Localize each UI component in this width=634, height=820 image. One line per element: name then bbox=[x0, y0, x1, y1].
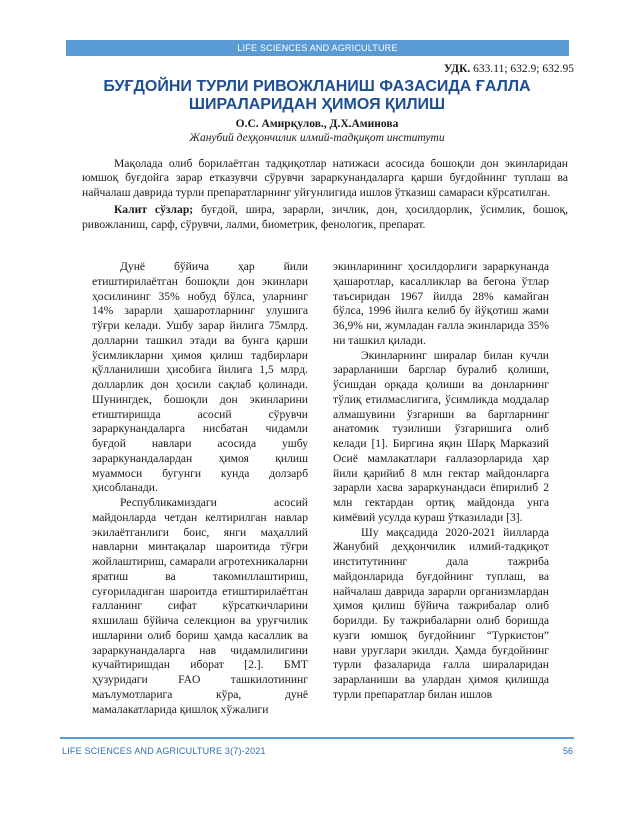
institute: Жанубий деҳқончилик илмий-тадқиқот институти bbox=[189, 132, 445, 144]
udk-code bbox=[444, 62, 574, 76]
body-paragraph: Дунё бўйича ҳар йили етиштирилаётган бошоқли дон экинлари ҳосилининг 35% нобуд бўлса, уларнинг 14% зарарли ҳашаротларнинг улушига тўғри келади. Ушбу зарар йилига 75млрд. долларни ташкил этади ва бунга қарши ўсимликларни ҳимоя қилиш тадбирлари қўлланилиши ҳисобига йилига 1,5 млрд. долларлик дон ҳосили сақлаб қолинади. Шунингдек, бошоқли дон экинларини етиштиришда асосий сўрувчи зараркунандаларга нисбатан чидамли буғдой навлари асосида ушбу зараркунандалардан ҳимоя қилиш муаммоси бугунги кунда долзарб ҳисобланади. bbox=[92, 260, 308, 495]
page-number: 56 bbox=[562, 746, 573, 756]
keywords-list: буғдой, шира, зарарли, зичлик, дон, ҳосилдорлик, ўсимлик, бошоқ, ривожланиш, сарф, сўрувчи, лалми, биометрик, фенологик, препарат. bbox=[82, 203, 568, 231]
udk-label: УДК. bbox=[443, 63, 471, 75]
journal-header-band: LIFE SCIENCES AND AGRICULTURE bbox=[66, 40, 569, 56]
body-paragraph: Экинларнинг ширалар билан кучли зарарланиши барглар буралиб қолиши, ўсишдан орқада қолиши ва донларнинг тўлиқ етилмаслигига, ўсимликда моддалар алмашувини ўзгариши ва баргларнинг анатомик тузилиши ўзгаришига олиб келади [1]. Биргина яқин Шарқ Марказий Осиё мамлакатлари ғаллазорларида ҳар йили қарийиб 8 млн гектар майдонларга зарарли хасва зараркунандаси ёпирилиб 2 млн гектардан ортиқ майдонда унга кимёвий усулда кураш ўтказилади [3]. bbox=[333, 348, 549, 524]
body-paragraph: Республикамиздаги асосий майдонларда четдан келтирилган навлар экилаётганлиги боис, янги маҳаллий навларни минтақалар шароитида тўғри жойлаштириш, самарали агротехникаларни яратиш ва такомиллаштириш, суғориладиган шароитда етиштирилаётган ғалланинг сифат кўрсаткичларини яхшилаш бўйича селекцион ва уруғчилик ишларини олиб бориш ҳамда касаллик ва зараркунандаларга нав чидамлилигини кучайтиришдан иборат [2.]. БМТ ҳузуридаги FAO ташкилотининг маълумотларига кўра, дунё мамалакатларида қишлоқ хўжалиги bbox=[92, 496, 308, 716]
footer-rule bbox=[60, 737, 574, 739]
footer-journal-issue: LIFE SCIENCES AND AGRICULTURE 3(7)-2021 bbox=[62, 746, 266, 756]
abstract-text: Мақолада олиб борилаётган тадқиқотлар натижаси асосида бошоқли дон экинларидан юмшоқ буғдойга зарар етказувчи сўрувчи зараркунандаларга қарши буғдойнинг туплаш ва найчалаш даврида турли препаратларнинг уйғунлигида ишлов ўтказиш самарaси кўрсатилган. bbox=[82, 157, 568, 199]
article-title-line2: ШИРАЛАРИДАН ҲИМОЯ ҚИЛИШ bbox=[188, 96, 446, 113]
body-paragraph: экинларининг ҳосилдорлиги зараркунанда ҳашаротлар, касалликлар ва бегона ўтлар таъсиридан 1967 йилда 28% камайган бўлса, 1996 йилга келиб бу йўқотиш жами 36,9% ни, жумладан ғалла экинларида 35% ни ташкил қилади. bbox=[333, 260, 549, 347]
authors: О.С. Амирқулов., Д.Х.Аминова bbox=[235, 118, 399, 130]
article-title-line1: БУҒДОЙНИ ТУРЛИ РИВОЖЛАНИШ ФАЗАСИДА ҒАЛЛА bbox=[103, 78, 531, 95]
abstract bbox=[82, 157, 568, 232]
body-paragraph: Шу мақсадида 2020-2021 йилларда Жанубий деҳқончилик илмий-тадқиқот институтининг дала тажриба майдонларида буғдойнинг туплаш, ва найчалаш даврида зарарли организмлардан ҳимоя қилиш бўйича тажрибалар олиб борилди. Бу тажрибаларни олиб боришда кузги юмшоқ буғдойнинг “Туркистон” нави уруғлари экилди. Ҳамда буғдойнинг турли фазаларида ғалла шираларидан зарарланиши ва улардан ҳимоя қилишда турли препаратлар билан ишлов bbox=[333, 525, 549, 701]
body-column-right bbox=[333, 260, 549, 703]
udk-codes: 633.11; 632.9; 632.95 bbox=[473, 63, 574, 75]
keywords-label: Калит сўзлар; bbox=[114, 203, 194, 217]
keywords bbox=[82, 203, 568, 232]
article-title bbox=[60, 78, 574, 114]
body-column-left bbox=[92, 260, 308, 717]
